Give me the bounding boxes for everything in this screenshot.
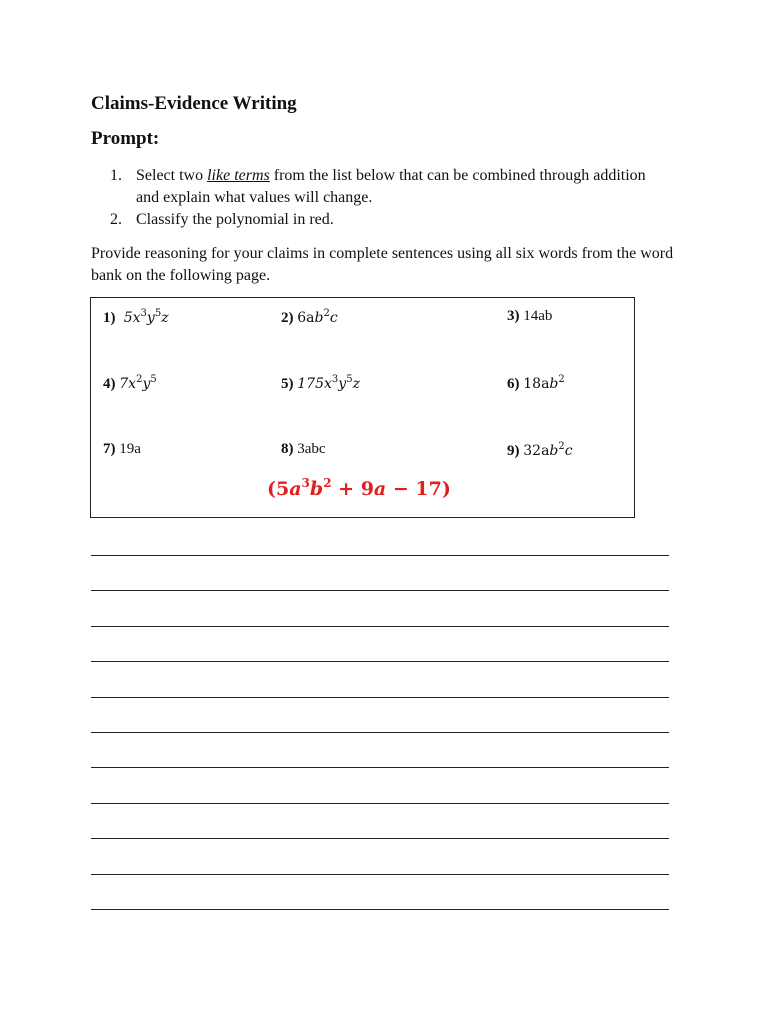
term-6	[507, 374, 565, 393]
step-text: Classify the polynomial in red.	[136, 211, 334, 228]
red-polynomial: $(5a^3b^2 + 9a - 17)$	[267, 476, 451, 500]
term-number: 9)	[507, 443, 520, 459]
term-expression: $32ab^2c$	[523, 441, 573, 459]
prompt-heading: Prompt:	[91, 128, 160, 149]
term-8	[281, 441, 326, 458]
term-number: 1)	[103, 310, 116, 326]
term-expression: $5x^3y^5z$	[119, 308, 169, 326]
answer-line	[91, 767, 669, 768]
term-number: 7)	[103, 441, 116, 457]
term-expression: $6ab^2c$	[297, 308, 338, 326]
term-5	[281, 374, 360, 393]
answer-line	[91, 874, 669, 875]
term-number: 4)	[103, 376, 116, 392]
term-1	[103, 308, 169, 327]
answer-line	[91, 590, 669, 591]
prompt-step-2	[110, 209, 670, 231]
term-expression: 19a	[119, 441, 141, 457]
answer-line	[91, 732, 669, 733]
step-text-emphasis: like terms	[207, 167, 270, 184]
term-7	[103, 441, 141, 458]
term-number: 3)	[507, 308, 520, 324]
term-number: 8)	[281, 441, 294, 457]
answer-line	[91, 697, 669, 698]
answer-line	[91, 626, 669, 627]
term-4	[103, 374, 157, 393]
step-text-pre: Select two	[136, 167, 208, 184]
step-text-post: from the list below that can be combined through addition and explain what values will change.	[136, 167, 646, 206]
term-expression: 3abc	[297, 441, 326, 457]
term-expression: $18ab^2$	[523, 374, 565, 392]
page-title: Claims-Evidence Writing	[91, 93, 297, 114]
answer-line	[91, 803, 669, 804]
step-number: 2.	[110, 211, 122, 228]
terms-box	[90, 297, 635, 518]
answer-line	[91, 661, 669, 662]
prompt-step-1	[110, 165, 670, 209]
term-number: 2)	[281, 310, 294, 326]
reasoning-instructions: Provide reasoning for your claims in complete sentences using all six words from the word bank on the following page.	[91, 245, 674, 284]
term-number: 5)	[281, 376, 294, 392]
prompt-steps	[110, 165, 670, 231]
step-number: 1.	[110, 167, 122, 184]
term-number: 6)	[507, 376, 520, 392]
term-expression: $7x^2y^5$	[119, 374, 157, 392]
answer-line	[91, 838, 669, 839]
term-expression: $175x^3y^5z$	[297, 374, 360, 392]
term-expression: 14ab	[523, 308, 553, 324]
answer-line	[91, 909, 669, 910]
answer-line	[91, 555, 669, 556]
term-3	[507, 308, 552, 325]
term-2	[281, 308, 338, 327]
term-9	[507, 441, 573, 460]
